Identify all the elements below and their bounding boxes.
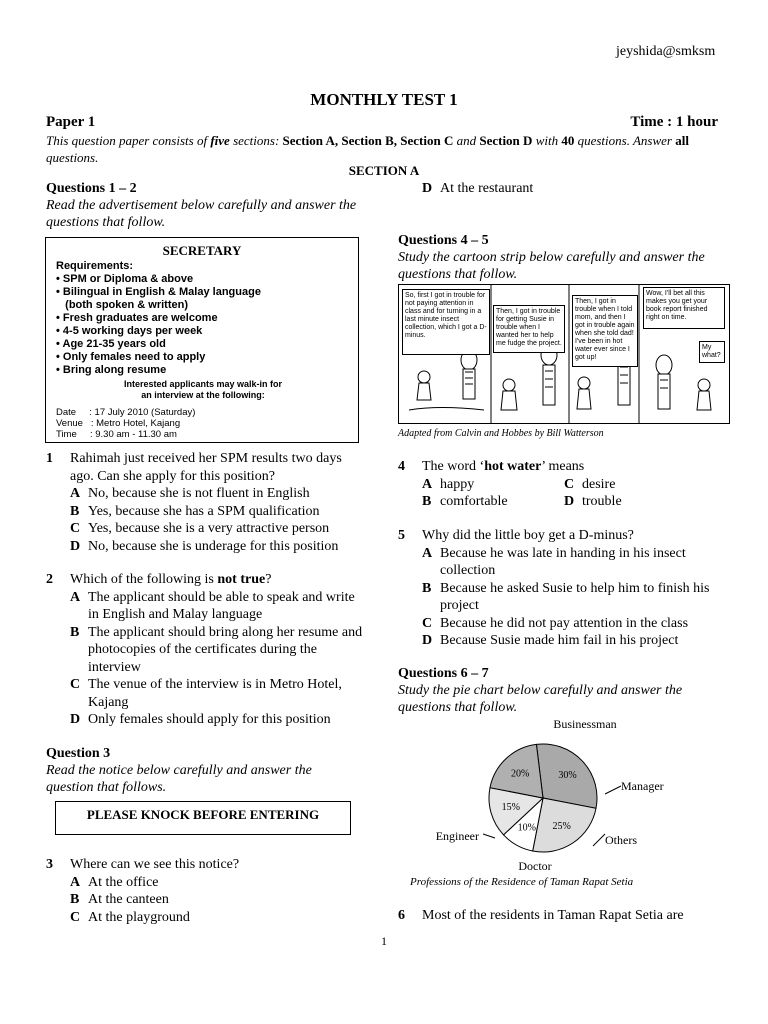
option-letter: A [70,874,81,890]
option-letter: C [564,476,575,492]
option-a[interactable] [70,874,364,892]
q12-instruction: Read the advertisement below carefully and answer the questions that follow. [46,198,357,230]
option-a[interactable] [422,476,474,494]
question-number: 5 [398,528,405,543]
question-stem [422,458,730,476]
question-3 [46,856,364,926]
question-5 [398,527,730,650]
intro-sections: Section A, Section B, Section C [282,133,454,148]
stem-part: The word ‘ [422,459,485,474]
option-letter: A [422,476,433,492]
option-b[interactable] [70,891,364,909]
option-letter: D [70,538,81,554]
intro-40: 40 [561,133,575,148]
q3-heading: Question 3 [46,746,111,761]
option-text: Yes, because she has a SPM qualification [88,503,320,519]
option-b[interactable] [70,503,364,521]
option-text: At the canteen [88,892,169,907]
intro-five: five [210,133,230,148]
option-c[interactable] [422,615,730,633]
option-text: The venue of the interview is in Metro Hotel, Kajang [88,677,342,710]
option-text: desire [582,476,616,492]
pie-category-label: Manager [621,779,664,793]
option-c[interactable] [70,676,364,711]
option-letter: D [70,712,81,727]
stem-emphasis: hot water [484,459,542,474]
option-d[interactable] [422,632,730,650]
question-3-option-d [398,180,728,198]
ad-walkin-1: Interested applicants may walk-in for [123,379,283,389]
option-text: Only females should apply for this position [88,712,331,727]
intro-with: with [535,133,559,148]
option-text: Because he was late in handing in his insect collection [440,545,686,578]
question-number: 4 [398,459,405,474]
pie-category-label: Businessman [553,718,617,731]
option-letter: C [422,615,433,631]
q67-header [398,665,730,716]
option-letter: B [70,503,80,519]
chart-title: Professions of the Residence of Taman Rapat Setia [410,876,634,888]
question-1 [46,450,364,555]
intro-all: all [675,133,689,148]
pie-percent-label: 15% [501,802,520,814]
question-stem: Where can we see this notice? [70,857,240,872]
stem-part: ? [265,572,272,587]
option-text: The applicant should bring along her resume and photocopies of the certificates during the interview [88,624,363,675]
option-letter: B [422,580,432,596]
option-letter: B [70,892,80,907]
q3-instruction: Read the notice below carefully and answer the question that follows. [46,763,312,795]
option-letter: D [422,633,433,648]
option-letter: D [564,494,575,509]
ad-details [56,407,195,440]
option-d[interactable] [422,180,728,198]
page-number: 1 [381,934,387,948]
option-text: No, because she is not fluent in English [88,486,310,501]
option-d[interactable] [70,711,364,729]
ad-req-title: Requirements: [56,260,134,272]
option-text: trouble [582,494,622,509]
q12-header [46,180,362,231]
option-letter: C [70,909,81,925]
instructions [46,132,736,166]
notice-box: PLEASE KNOCK BEFORE ENTERING [55,801,351,835]
option-text: At the restaurant [440,181,534,196]
option-b[interactable] [70,624,364,677]
ad-req-item: • Bring along resume [56,364,167,376]
paper-label: Paper 1 [46,114,96,130]
intro-d: questions. [46,150,99,165]
question-6 [398,907,730,925]
option-letter: D [422,181,433,196]
option-a[interactable] [70,589,364,624]
option-letter: C [70,521,81,536]
ad-req-item: • Age 21-35 years old [56,338,166,350]
pie-category-label: Engineer [435,829,479,843]
question-stem [70,571,364,589]
leader-line [593,834,605,846]
time-label: Time : 1 hour [630,114,718,130]
speech-bubble: My what? [699,341,725,363]
option-grid [398,476,730,512]
ad-date: Date : 17 July 2010 (Saturday) [56,407,196,418]
option-d[interactable] [70,538,364,556]
q45-instruction: Study the cartoon strip below carefully and answer the questions that follow. [398,250,705,282]
option-text: The applicant should be able to speak and write in English and Malay language [88,589,355,622]
page-title: MONTHLY TEST 1 [310,90,458,109]
leader-line [605,786,621,794]
section-heading: SECTION A [348,163,420,178]
intro-and: and [456,133,477,148]
intro-b: sections: [233,133,280,148]
option-text: comfortable [440,494,508,509]
option-d[interactable] [564,493,622,511]
question-2 [46,571,364,729]
option-a[interactable] [70,485,364,503]
ad-req-item: • Bilingual in English & Malay language [56,286,261,298]
question-number: 2 [46,572,53,587]
question-number: 3 [46,857,53,872]
stem-emphasis: not true [217,572,266,587]
option-letter: B [70,624,80,640]
option-text: happy [440,476,475,492]
q67-instruction: Study the pie chart below carefully and answer the questions that follow. [398,683,683,715]
cartoon-strip [398,284,730,424]
pie-category-label: Doctor [518,859,552,873]
pie-percent-label: 10% [517,822,536,834]
option-b[interactable] [422,493,508,511]
option-text: Yes, because she is a very attractive person [88,521,330,536]
ad-walkin-2: an interview at the following: [141,390,265,400]
q12-heading: Questions 1 – 2 [46,181,137,196]
author-email: jeyshida@smksm [616,44,716,59]
pie-category-label: Others [605,833,637,847]
q3-header [46,745,362,796]
speech-bubble: Then, I got in trouble for getting Susie in trouble when I wanted her to help me fudge the project. [493,305,565,353]
q45-header [398,232,730,283]
ad-req-item: • Only females need to apply [56,351,206,363]
intro-a: This question paper consists of [46,133,208,148]
question-stem: Rahimah just received her SPM results two days ago. Can she apply for this position? [70,451,342,484]
stem-part: ’ means [541,459,585,474]
option-a[interactable] [422,545,730,580]
question-number: 6 [398,908,405,923]
question-stem: Most of the residents in Taman Rapat Setia are [422,908,684,923]
question-stem: Why did the little boy get a D-minus? [422,528,634,543]
option-letter: A [70,486,81,501]
pie-chart [420,718,740,876]
ad-time: Time : 9.30 am - 11.30 am [56,429,177,440]
ad-req-item: • Fresh graduates are welcome [56,312,218,324]
question-4 [398,458,730,512]
pie-percent-label: 20% [510,768,530,780]
option-text: At the playground [88,909,190,925]
stem-part: Which of the following is [70,572,214,587]
ad-req-item: • SPM or Diploma & above [56,273,194,285]
leader-line [483,834,495,838]
option-letter: A [422,545,433,561]
option-text: Because Susie made him fail in his project [440,633,679,648]
option-c[interactable] [70,909,364,927]
option-b[interactable] [422,580,730,615]
ad-walkin [46,379,360,401]
option-text: Because he asked Susie to help him to finish his project [440,580,710,613]
ad-title: SECRETARY [162,243,242,258]
question-number: 1 [46,451,53,466]
option-letter: B [422,494,432,509]
option-c[interactable] [564,476,615,494]
ad-requirements [56,260,261,377]
speech-bubble: Then, I got in trouble when I told mom, and then I got in trouble again when she told dad! I've been in hot water ever since I got up! [572,295,638,367]
option-text: Because he did not pay attention in the class [440,615,689,631]
pie-percent-label: 25% [552,820,571,832]
option-letter: C [70,677,81,692]
speech-bubble: Wow, I'll bet all this makes you get your book report finished right on time. [643,287,725,329]
intro-c: questions. Answer [577,133,672,148]
option-c[interactable] [70,520,364,538]
intro-section-d: Section D [479,133,533,148]
ad-req-item: • 4-5 working days per week [56,325,203,337]
cartoon-caption: Adapted from Calvin and Hobbes by Bill Watterson [398,428,604,439]
pie-percent-label: 30% [558,770,577,782]
option-text: At the office [88,874,159,890]
ad-venue: Venue : Metro Hotel, Kajang [56,418,181,429]
advertisement [45,237,359,443]
speech-bubble: So, first I got in trouble for not paying attention in class and for turning in a last minute insect collection, which I got a D-minus. [402,289,490,355]
q45-heading: Questions 4 – 5 [398,233,489,248]
q67-heading: Questions 6 – 7 [398,666,489,681]
option-text: No, because she is underage for this position [88,538,339,554]
ad-req-item: (both spoken & written) [56,299,188,311]
pie-slices [489,744,597,852]
option-letter: A [70,589,81,605]
